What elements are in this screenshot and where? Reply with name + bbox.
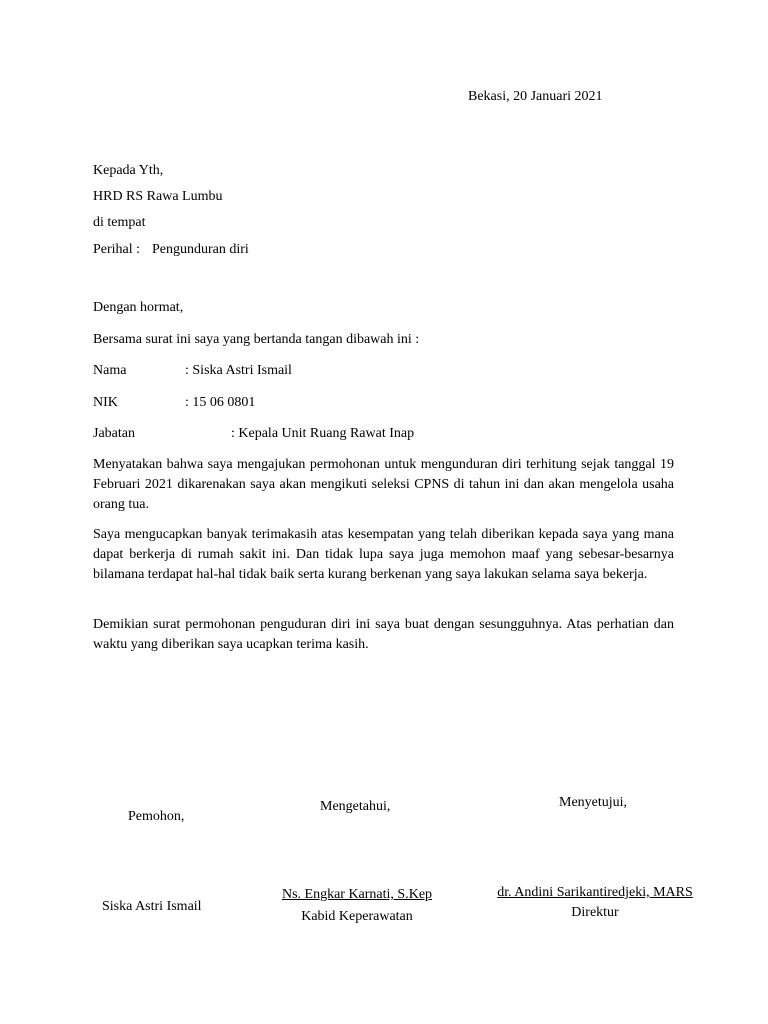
recipient-salutation: Kepada Yth, <box>93 163 164 178</box>
place-date: Bekasi, 20 Januari 2021 <box>468 89 603 104</box>
approved-name: dr. Andini Sarikantiredjeki, MARS <box>497 885 693 900</box>
subject-label: Perihal : <box>93 242 141 257</box>
statement-paragraph: Menyatakan bahwa saya mengajukan permohonan untuk mengunduran diri terhitung sejak tanggal 19 Februari 2021 dikarenakan saya akan mengikuti seleksi CPNS di tahun ini dan akan mengelola usaha orang tua. <box>93 457 674 512</box>
approved-heading: Menyetujui, <box>559 795 628 810</box>
recipient-name: HRD RS Rawa Lumbu <box>93 189 223 204</box>
acknowledged-name: Ns. Engkar Karnati, S.Kep <box>281 887 433 902</box>
identity-position-value: : Kepala Unit Ruang Rawat Inap <box>231 426 415 441</box>
acknowledged-heading: Mengetahui, <box>320 799 391 814</box>
recipient-location: di tempat <box>93 215 146 230</box>
applicant-name: Siska Astri Ismail <box>102 899 202 914</box>
identity-position-label: Jabatan <box>93 426 135 441</box>
identity-name-value: : Siska Astri Ismail <box>185 363 292 378</box>
identity-nik-label: NIK <box>93 395 118 410</box>
subject-value: Pengunduran diri <box>152 242 249 257</box>
approved-title: Direktur <box>571 905 619 920</box>
closing-paragraph: Demikian surat permohonan penguduran diri ini saya buat dengan sesungguhnya. Atas perhatian dan waktu yang diberikan saya ucapkan terima kasih. <box>93 617 674 652</box>
applicant-heading: Pemohon, <box>128 809 185 824</box>
acknowledged-title: Kabid Keperawatan <box>301 909 413 924</box>
intro-text: Bersama surat ini saya yang bertanda tangan dibawah ini : <box>93 332 420 347</box>
identity-nik-value: : 15 06 0801 <box>185 395 256 410</box>
thanks-paragraph: Saya mengucapkan banyak terimakasih atas kesempatan yang telah diberikan kepada saya yang mana dapat berkerja di rumah sakit ini. Dan tidak lupa saya juga memohon maaf yang sebesar-besarnya bilamana terdapat hal-hal tidak baik serta kurang berkenan yang saya lakukan selama saya bekerja. <box>93 527 674 582</box>
greeting: Dengan hormat, <box>93 300 184 315</box>
identity-name-label: Nama <box>93 363 127 378</box>
